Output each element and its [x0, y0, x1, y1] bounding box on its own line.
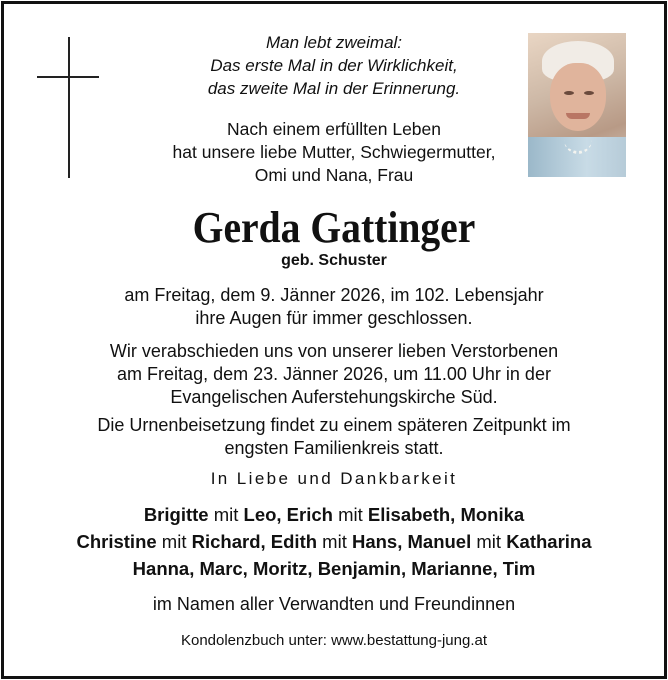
quote-line-3: das zweite Mal in der Erinnerung. [207, 79, 461, 98]
intro-line-3: Omi und Nana, Frau [254, 165, 414, 185]
family-member-names: Leo, Erich [243, 504, 333, 525]
farewell-line-1: Wir verabschieden uns von unserer lieben Verstorbenen [109, 341, 559, 361]
farewell-line-2: am Freitag, dem 23. Jänner 2026, um 11.00 Uhr in der [117, 364, 551, 384]
family-row-2 [0, 529, 668, 555]
family-member-names: Katharina [506, 531, 592, 552]
family-row-3 [0, 556, 668, 582]
intro-line-2: hat unsere liebe Mutter, Schwiegermutter, [172, 142, 496, 162]
death-line-1: am Freitag, dem 9. Jänner 2026, im 102. Lebensjahr [124, 285, 544, 305]
death-line-2: ihre Augen für immer geschlossen. [195, 308, 473, 328]
family-connector: mit [317, 531, 352, 552]
family-connector: mit [208, 504, 244, 525]
family-member-names: Elisabeth, Monika [367, 504, 525, 525]
intro-line-1: Nach einem erfüllten Leben [226, 119, 442, 139]
family-member-names: Hanna, Marc, Moritz, Benjamin, Marianne, Tim [132, 558, 536, 579]
family-row-1 [0, 502, 668, 528]
family-member-names: Richard, Edith [191, 531, 318, 552]
family-connector: mit [332, 504, 368, 525]
family-connector: mit [156, 531, 192, 552]
family-member-names: Hans, Manuel [351, 531, 472, 552]
quote-line-1: Man lebt zweimal: [265, 33, 403, 52]
family-connector: mit [471, 531, 507, 552]
birth-name: geb. Schuster [281, 252, 387, 269]
family-member-names: Christine [76, 531, 157, 552]
on-behalf-line: im Namen aller Verwandten und Freundinnen [152, 594, 516, 614]
closing-line: In Liebe und Dankbarkeit [210, 469, 458, 488]
urn-line-1: Die Urnenbeisetzung findet zu einem späteren Zeitpunkt im [97, 415, 571, 435]
farewell-line-3: Evangelischen Auferstehungskirche Süd. [170, 387, 498, 407]
deceased-name: Gerda Gattinger [192, 203, 476, 252]
family-member-names: Brigitte [143, 504, 209, 525]
quote-line-2: Das erste Mal in der Wirklichkeit, [210, 56, 458, 75]
condolence-link[interactable]: Kondolenzbuch unter: www.bestattung-jung.at [180, 632, 488, 649]
urn-line-2: engsten Familienkreis statt. [224, 438, 444, 458]
